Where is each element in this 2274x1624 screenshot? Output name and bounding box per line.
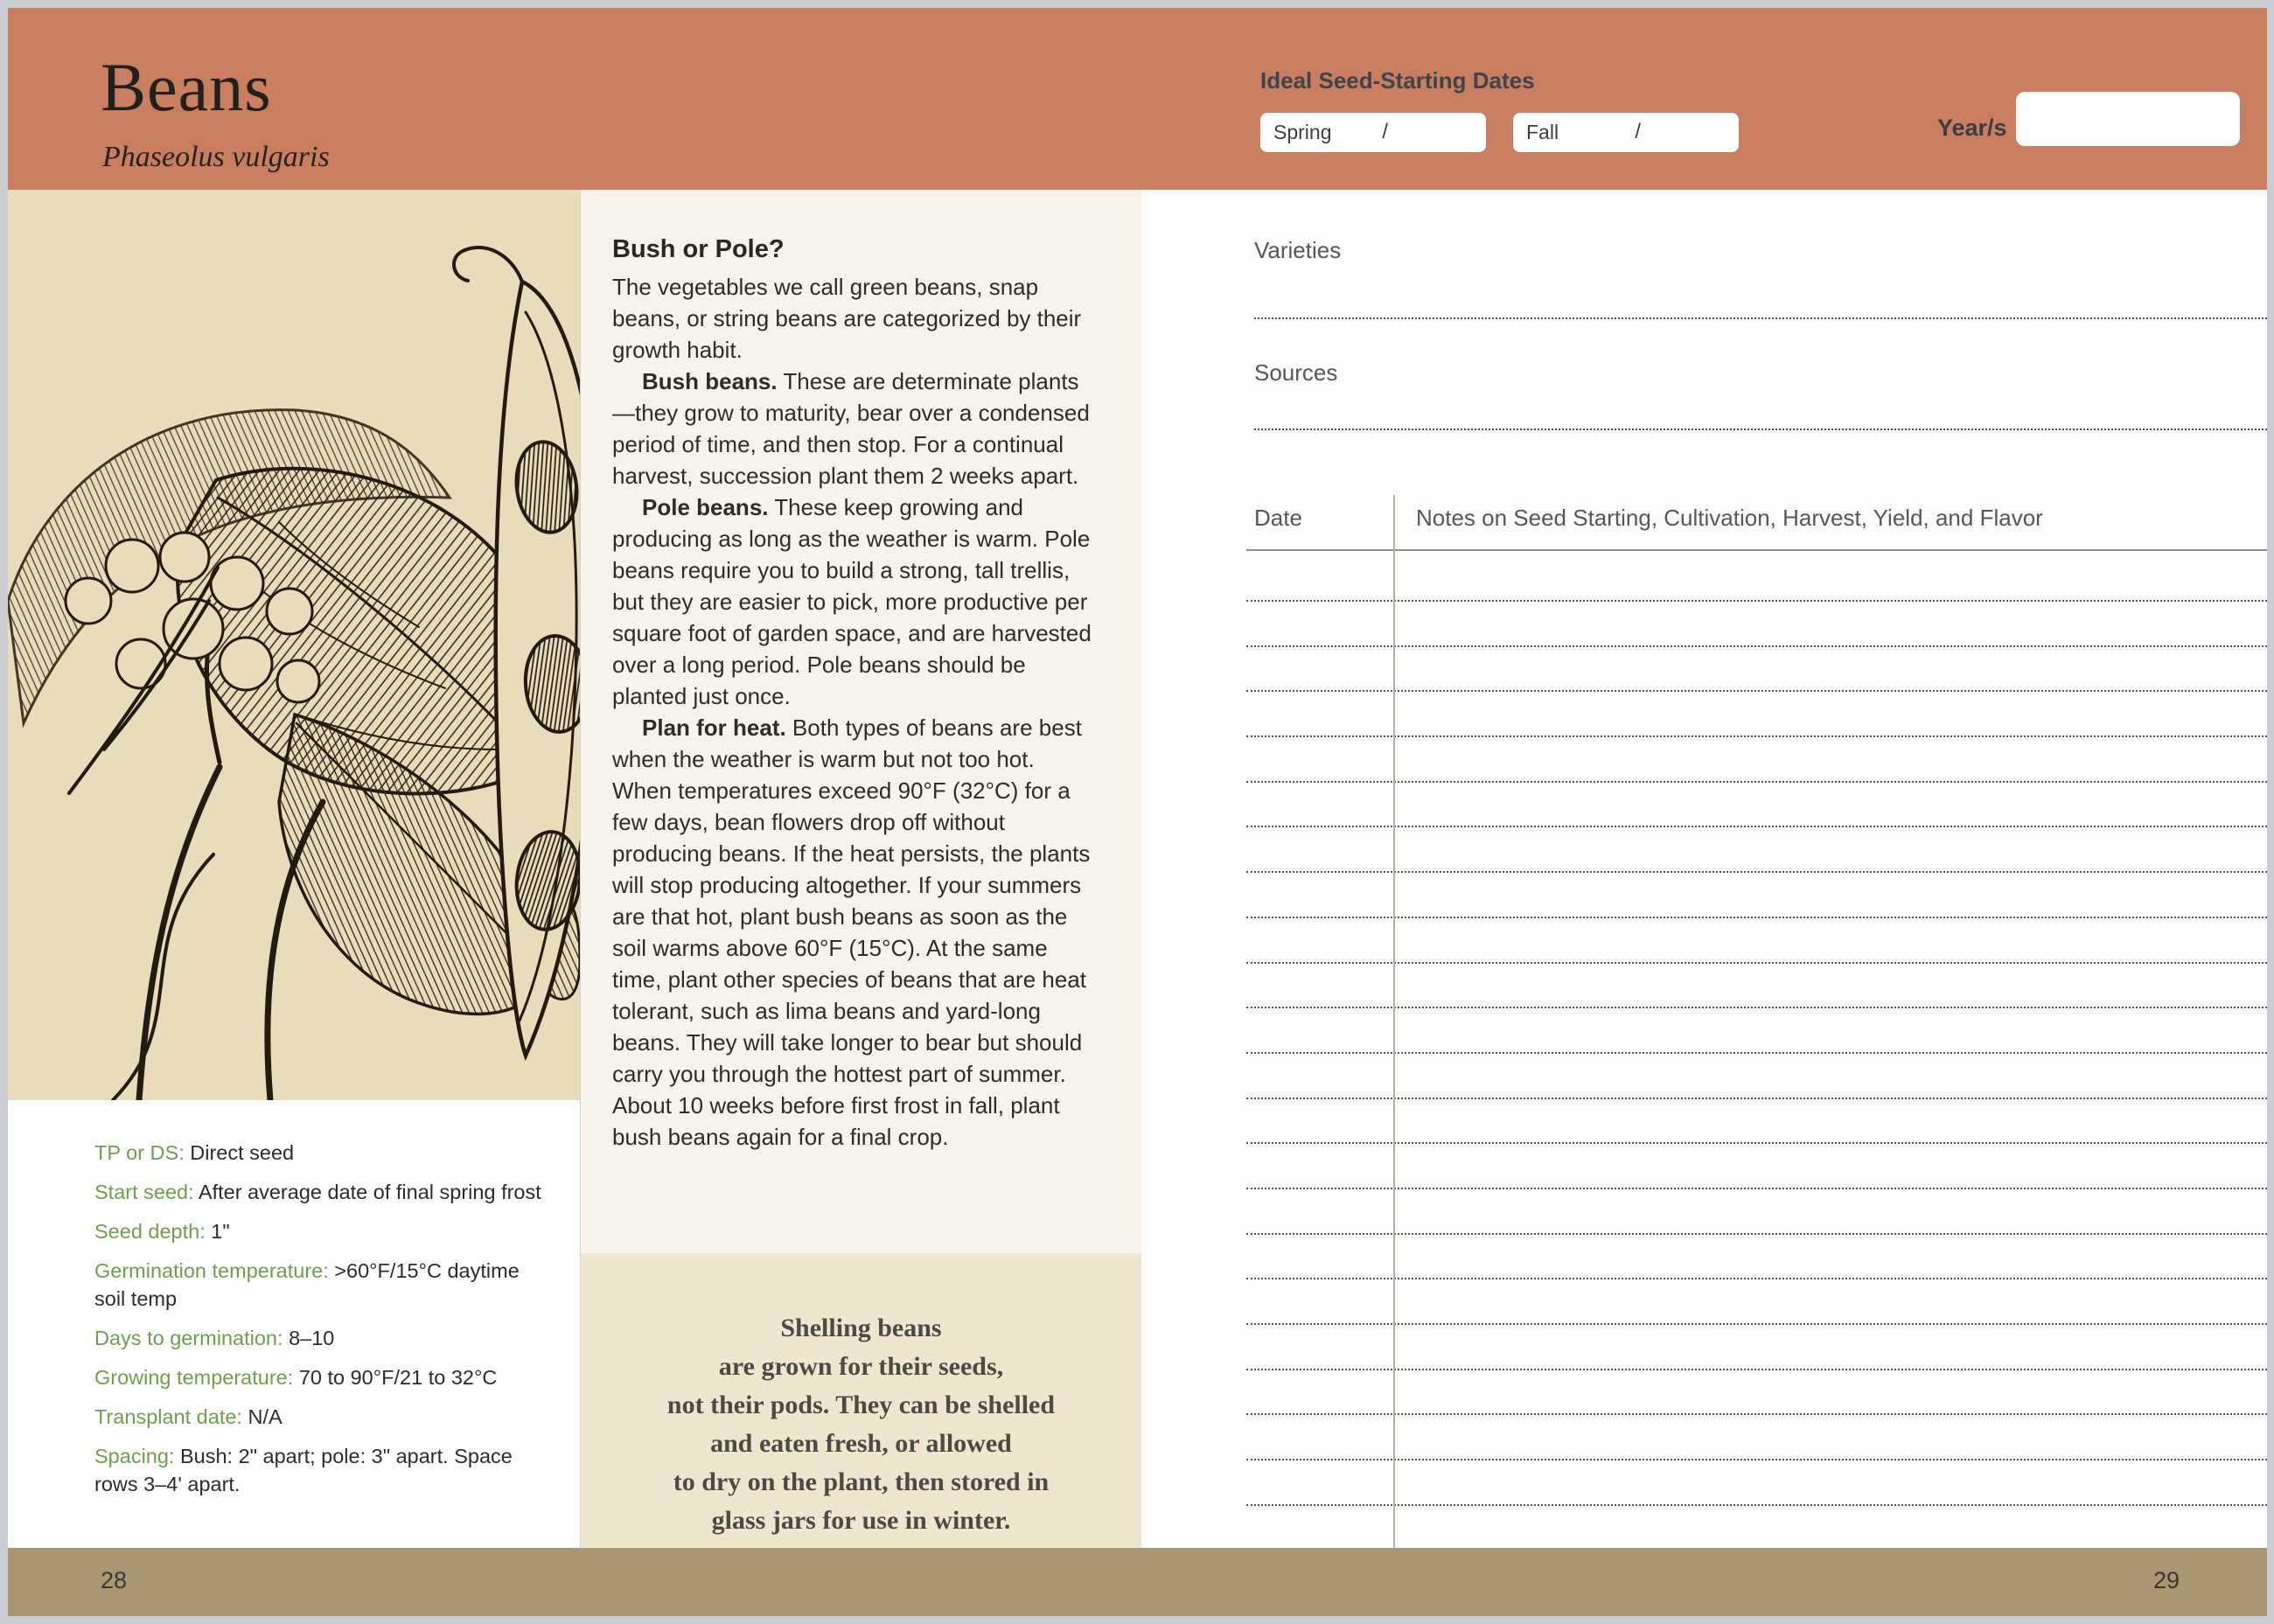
notes-row[interactable] <box>1246 783 2267 828</box>
fact-days-to-germination: Days to germination: 8–10 <box>94 1327 335 1349</box>
fact-spacing: Spacing: Bush: 2" apart; pole: 3" apart. Space rows 3–4' apart. <box>94 1445 513 1495</box>
article-bush-beans: Bush beans. These are determinate plants—they grow to maturity, bear over a condensed period of time, and then stop. For a continual harvest, succession plant them 2 weeks apart. <box>612 368 1090 489</box>
fact-seed-depth: Seed depth: 1" <box>94 1220 230 1243</box>
notes-row[interactable] <box>1246 1325 2267 1370</box>
fact-start-seed: Start seed: After average date of final spring frost <box>94 1181 541 1203</box>
varieties-write-line[interactable] <box>1254 282 2267 319</box>
bean-engraving-illustration <box>8 190 580 1100</box>
date-column-header: Date <box>1254 505 1302 531</box>
notes-row[interactable] <box>1246 1415 2267 1460</box>
notes-row[interactable] <box>1246 1370 2267 1416</box>
page-number-right: 29 <box>2152 1567 2180 1593</box>
sources-write-line[interactable] <box>1254 394 2267 430</box>
shelling-beans-callout: Shelling beans are grown for their seeds, not their pods. They can be shelled and eaten fresh, or allowed to dry on the plant, then stored in glass jars for use in winter. <box>580 1253 1141 1548</box>
notes-row[interactable] <box>1246 918 2267 964</box>
fall-slash: / <box>1635 120 1641 143</box>
notes-row[interactable] <box>1246 827 2267 873</box>
latin-name: Phaseolus vulgaris <box>102 141 330 173</box>
notes-row[interactable] <box>1246 1460 2267 1506</box>
article-intro: The vegetables we call green beans, snap beans, or string beans are categorized by their growth habit. <box>612 274 1082 363</box>
notes-column-header: Notes on Seed Starting, Cultivation, Harvest, Yield, and Flavor <box>1416 505 2043 531</box>
notes-row[interactable] <box>1246 1506 2267 1551</box>
notes-row[interactable] <box>1246 647 2267 693</box>
varieties-label: Varieties <box>1254 237 1342 263</box>
notes-row[interactable] <box>1246 1099 2267 1145</box>
fact-tp-or-ds: TP or DS: Direct seed <box>94 1141 295 1164</box>
seed-dates-heading: Ideal Seed-Starting Dates <box>1260 67 1535 94</box>
page-title: Beans <box>101 49 272 125</box>
notes-row[interactable] <box>1246 1008 2267 1054</box>
page-sheet <box>8 8 2267 1616</box>
notes-row[interactable] <box>1246 1235 2267 1280</box>
notes-row[interactable] <box>1246 1144 2267 1189</box>
spring-slash: / <box>1382 120 1388 143</box>
year-field[interactable] <box>2016 92 2240 146</box>
notes-row[interactable] <box>1246 964 2267 1009</box>
fact-germination-temperature: Germination temperature: >60°F/15°C daytime soil temp <box>94 1259 520 1310</box>
article-pole-beans: Pole beans. These keep growing and producing as long as the weather is warm. Pole beans require you to build a strong, tall trellis, but they are easier to pick, more productive per square foot of garden space, and are harvested over a long period. Pole beans should be planted just once. <box>612 494 1092 709</box>
spring-date-field[interactable] <box>1260 113 1486 152</box>
notes-row[interactable] <box>1246 602 2267 647</box>
notes-row[interactable] <box>1246 1189 2267 1235</box>
bean-plant-drawing <box>8 190 580 1100</box>
notes-rows <box>1246 551 2267 1551</box>
notes-row[interactable] <box>1246 1054 2267 1099</box>
page-number-left: 28 <box>101 1567 128 1593</box>
footer-band <box>8 1548 2267 1616</box>
article-column <box>580 190 1141 1253</box>
sources-label: Sources <box>1254 359 1338 386</box>
year-label: Year/s <box>1937 115 2007 141</box>
header-band <box>8 8 2267 190</box>
notes-row[interactable] <box>1246 551 2267 602</box>
fact-transplant-date: Transplant date: N/A <box>94 1405 283 1428</box>
notes-row[interactable] <box>1246 692 2267 737</box>
notes-row[interactable] <box>1246 873 2267 918</box>
spring-label: Spring <box>1273 121 1332 143</box>
fall-label: Fall <box>1526 121 1559 143</box>
article-plan-for-heat: Plan for heat. Both types of beans are best when the weather is warm but not too hot. When temperatures exceed 90°F (32°C) for a few days, bean flowers drop off without producing beans. If the heat persists, the plants will stop producing altogether. If your summers are that hot, plant bush beans as soon as the soil warms above 60°F (15°C). At the same time, plant other species of beans that are heat tolerant, such as lima beans and yard-long beans. They will take longer to bear but should carry you through the hottest part of summer. About 10 weeks before first frost in fall, plant bush beans again for a final crop. <box>612 714 1091 1150</box>
notes-row[interactable] <box>1246 737 2267 783</box>
growing-facts-panel <box>8 1100 580 1548</box>
date-column-divider <box>1393 495 1395 1548</box>
article-heading: Bush or Pole? <box>612 235 785 263</box>
fall-date-field[interactable] <box>1513 113 1739 152</box>
fact-growing-temperature: Growing temperature: 70 to 90°F/21 to 32°C <box>94 1366 498 1389</box>
notes-row[interactable] <box>1246 1279 2267 1325</box>
